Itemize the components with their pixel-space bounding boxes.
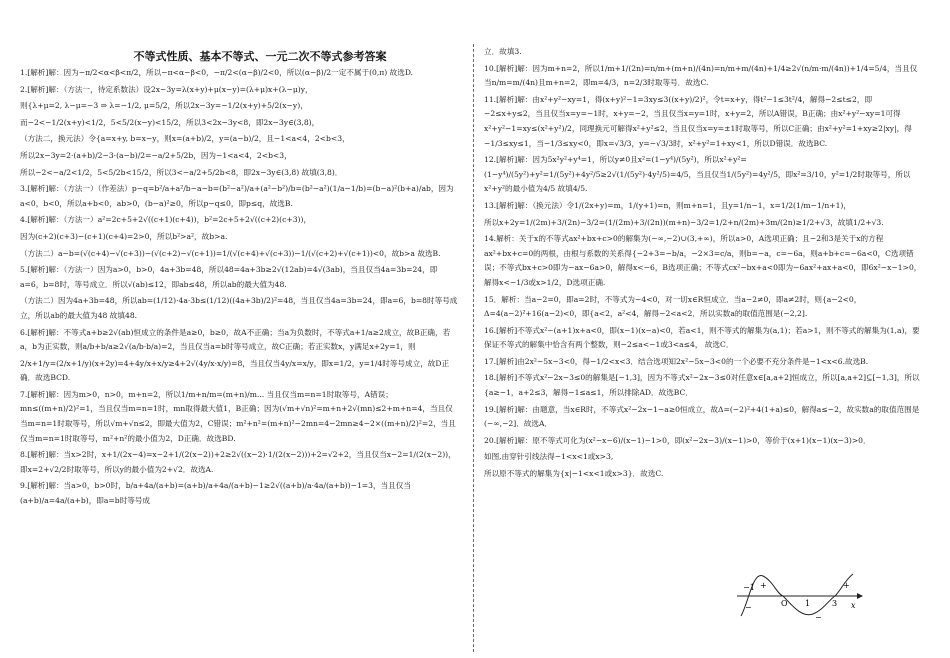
answer-paragraph: 则{λ+μ=2, λ−μ=−3 ⇒ λ=−1/2, μ=5/2，所以2x−3y=−1/2(x+y)+5/2(x−y)， — [20, 101, 308, 111]
answer-paragraph: 所以−2<−a/2<1/2，5<5/2b<15/2，所以3<−a/2+5/2b<8，即2x−3y∈(3,8) 故填(3,8)． — [20, 167, 343, 177]
answer-paragraph: 16.[解析]不等式x²−(a+1)x+a<0，即(x−1)(x−a)<0，若a<1，则不等式的解集为(a,1)；若a>1，则不等式的解集为(1,a)，要保证不等式的解集中恰含有两个整数，则−2≤a<−1或3<a≤4， 故选C． — [484, 325, 920, 350]
column-divider — [473, 44, 474, 652]
label-minus-1: − — [745, 603, 752, 612]
answer-paragraph: 所以2x−3y=2·(a+b)/2−3·(a−b)/2=−a/2+5/2b，因为−1<a<4，2<b<3， — [20, 150, 292, 160]
answer-paragraph: 15．解析：当a−2=0，即a=2时，不等式为−4<0，对一切x∈R恒成立．当a−2≠0，即a≠2时，则{a−2<0，Δ=4(a−2)²+16(a−2)<0，即{a<2，a²<4，解得−2<a<2．所以实数a的取值范围是(−2,2]. — [484, 294, 862, 319]
answer-paragraph: 2.[解析]解：（方法一，待定系数法）设2x−3y=λ(x+y)+μ(x−y)=(λ+μ)x+(λ−μ)y， — [20, 84, 313, 94]
answer-paragraph: 18.[解析]不等式x²−2x−3≤0的解集是[−1,3]，因为不等式x²−2x−3≤0对任意x∈[a,a+2]恒成立，所以[a,a+2]⊆[−1,3]，所以{a≥−1，a+2≤3，解得−1≤a≤1，所以排除AD．故选BC． — [484, 373, 920, 398]
label-three: 3 — [832, 599, 838, 608]
answer-paragraph: 9.[解析]解：当a>0，b>0时，b/a+4a/(a+b)=(a+b)/a+4a/(a+b)−1≥2√((a+b)/a·4a/(a+b))−1=3，当且仅当(a+b)/a=4a/(a+b)，即a=b时等号成 — [20, 481, 411, 506]
answer-paragraph: 20.[解析]解：原不等式可化为(x²−x−6)/(x−1)−1>0，即(x²−2x−3)/(x−1)>0，等价于(x+1)(x−1)(x−3)>0． — [484, 435, 871, 445]
label-one: 1 — [805, 599, 811, 608]
answer-paragraph: 7.[解析]解：因为m>0，n>0，m+n=2，所以1/m+n/m=(m+n)/m... 当且仅当m=n=1时取等号，A错误；mn≤((m+n)/2)²=1，当且仅当m=n=1时，mn取得最大值1，B正确；因为(√m+√n)²=m+n+2√(mn)≤2+m+n=4，当且仅当m=n=1时取等号，所以√m+√n≤2，即最大值为2，C错误；m²+n²=(m+n)²−2mn=4−2mn≥4−2×((m+n)/2)²=2，当且仅当m=n=1时取等号，m²+n²的最小值为2，D正确．故选BD. — [20, 389, 456, 443]
answer-paragraph: 10.[解析]解：因为m+n=2，所以1/m+1/(2n)=n/m+(m+n)/(4n)=n/m+m/(4n)+1/4≥2√(n/m·m/(4n))+1/4=5/4，当且仅当n/m=m/(4n)且m+n=2，即m=4/3，n=2/3时取等号．故选C. — [484, 63, 918, 88]
answer-paragraph: 如图,由穿针引线法得−1<x<1或x>3, — [484, 452, 614, 462]
answer-paragraph: 因为(c+2)(c+3)−(c+1)(c+4)=2>0，所以b²>a²，故b>a. — [20, 231, 228, 241]
page-title: 不等式性质、基本不等式、一元二次不等式参考答案 — [133, 50, 387, 63]
answer-paragraph: 3.[解析]解：（方法一）（作差法）p−q=b²/a+a²/b−a−b=(b²−a²)/a+(a²−b²)/b=(b²−a²)(1/a−1/b)=(b−a)²(b+a)/ab，因为a<0，b<0，所以a+b<0，ab>0，(b−a)²≥0，所以p−q≤0，即p≤q，故选B. — [20, 184, 454, 208]
label-plus-1: + — [760, 581, 767, 590]
answer-paragraph: 14.解析：关于x的不等式ax²+bx+c>0的解集为(−∞,−2)∪(3,+∞)，所以a>0，A选项正确；且−2和3是关于x的方程ax²+bx+c=0的两根，由根与系数的关系得{−2+3=−b/a，−2×3=c/a，则b=−a，c=−6a，则a+b+c=−6a<0，C选项错误；不等式bx+c>0即为−ax−6a>0，解得x<−6，B选项正确；不等式cx²−bx+a<0即为−6ax²+ax+a<0，即6x²−x−1>0，解得x<−1/3或x>1/2，D选项正确. — [484, 234, 922, 287]
label-neg-one: −1 — [743, 583, 755, 592]
sign-chart-figure — [735, 566, 865, 626]
answer-paragraph: 19.[解析]解：由题意，当x∈R时，不等式x²−2x−1−a≥0恒成立，故Δ=(−2)²+4(1+a)≤0，解得a≤−2，故实数a的取值范围是(−∞,−2]．故选A． — [484, 404, 920, 429]
answer-paragraph: （方法二，换元法）令{a=x+y, b=x−y，则x=(a+b)/2，y=(a−b)/2，且−1<a<4，2<b<3， — [20, 134, 350, 144]
label-minus-2: − — [815, 613, 822, 622]
label-origin: O — [781, 599, 788, 608]
right-column — [484, 45, 922, 484]
answer-paragraph: （方法二）因为4a+3b=48，所以ab=(1/12)·4a·3b≤(1/12)((4a+3b)/2)²=48，当且仅当4a=3b=24，即a=6，b=8时等号成立，所以ab的最大值为48 故填48. — [20, 296, 458, 320]
label-plus-2: + — [843, 581, 850, 590]
answer-paragraph: 立．故填3. — [484, 47, 522, 56]
answer-paragraph: 所以x+2y=1/(2m)+3/(2n)−3/2=(1/(2m)+3/(2n))(m+n)−3/2=1/2+n/(2m)+3m/(2n)≥1/2+√3，故填1/2+√3. — [484, 217, 884, 227]
answer-paragraph: 所以原不等式的解集为{x|−1<x<1或x>3}．故选C. — [484, 469, 664, 479]
answer-paragraph: 而−2<−1/2(x+y)<1/2，5<5/2(x−y)<15/2，所以3<2x−3y<8，即2x−3y∈(3,8)， — [20, 117, 320, 127]
label-x: x — [851, 601, 856, 610]
answer-paragraph: 1.[解析]解：因为−π/2<α<β<π/2，所以−π<α−β<0，−π/2<(α−β)/2<0，所以(α−β)/2一定不属于(0,π) 故选D. — [20, 68, 414, 77]
answer-paragraph: 8.[解析]解：当x>2时，x+1/(2x−4)=x−2+1/(2(x−2))+2≥2√((x−2)·1/(2(x−2)))+2=√2+2，当且仅当x−2=1/(2(x−2))，即x=2+√2/2时取等号，所以y的最小值为2+√2．故选A. — [20, 450, 456, 474]
answer-paragraph: 13.[解析]解：（换元法）令1/(2x+y)=m，1/(y+1)=n，则m+n=1，且y=1/n−1，x=1/2(1/m−1/n+1)， — [484, 200, 851, 210]
answer-paragraph: 17.[解析]由2x²−5x−3<0，得−1/2<x<3．结合选项知2x²−5x−3<0的一个必要不充分条件是−1<x<6.故选B. — [484, 356, 869, 366]
answer-paragraph: 2/x+1/y=(2/x+1/y)(x+2y)=4+4y/x+x/y≥4+2√(4y/x·x/y)=8，当且仅当4y/x=x/y，即x=1/2，y=1/4时等号成立，故D正确．故选BCD. — [20, 358, 450, 383]
sign-curve — [741, 574, 853, 616]
answer-paragraph: 11.[解析]解：由x²+y²−xy=1，得(x+y)²−1=3xy≤3((x+y)/2)²，令t=x+y，得t²−1≤3t²/4，解得−2≤t≤2，即−2≤x+y≤2，当且仅当x=y=−1时，x+y=−2，当且仅当x=y=1时，x+y=2，所以A错误，B正确；由x²+y²−xy=1可得x²+y²−1=xy≤(x²+y²)/2，同理换元可解得x²+y²≤2，当且仅当x=y=±1时取等号，所以C正确；由x²+y²=1+xy≥2|xy|，得−1/3≤xy≤1，当−1/3≤xy<0，即x=√3/3，y=−√3/3时，x²+y²=1+xy<1，所以D错误．故选BC. — [484, 94, 912, 148]
left-column — [20, 66, 458, 511]
answer-paragraph: 6.[解析]解：不等式a+b≥2√(ab)恒成立的条件是a≥0，b≥0，故A不正确；当a为负数时，不等式a+1/a≥2成立，故B正确，若a，b为正实数，则a/b+b/a≥2√(a/b·b/a)=2，当且仅当a=b时等号成立，故C正确；若正实数x，y满足x+2y=1，则 — [20, 327, 451, 352]
answer-paragraph: 5.[解析]解：（方法一）因为a>0，b>0，4a+3b=48，所以48=4a+3b≥2√(12ab)=4√(3ab)，当且仅当4a=3b=24，即a=6，b=8时，等号成立．所以√(ab)≤12，即ab≤48，所以ab的最大值为48. — [20, 265, 438, 289]
answer-paragraph: （方法二）a−b=(√(c+4)−√(c+3))−(√(c+2)−√(c+1))=1/(√(c+4)+√(c+3))−1/(√(c+2)+√(c+1))<0，故b>a 故选B. — [20, 248, 441, 258]
answer-paragraph: 12.[解析]解：因为5x²y²+y⁴=1，所以y≠0且x²=(1−y⁴)/(5y²)，所以x²+y²=(1−y⁴)/(5y²)+y²=1/(5y²)+4y²/5≥2√(1/(5y²)·4y²/5)=4/5，当且仅当1/(5y²)=4y²/5，即x²=3/10，y²=1/2时取等号，所以x²+y²的最小值为4/5 故填4/5. — [484, 155, 911, 194]
x-axis-arrow-icon — [857, 593, 863, 599]
answer-paragraph: 4.[解析]解：（方法一）a²=2c+5+2√((c+1)(c+4))，b²=2c+5+2√((c+2)(c+3))， — [20, 215, 312, 225]
